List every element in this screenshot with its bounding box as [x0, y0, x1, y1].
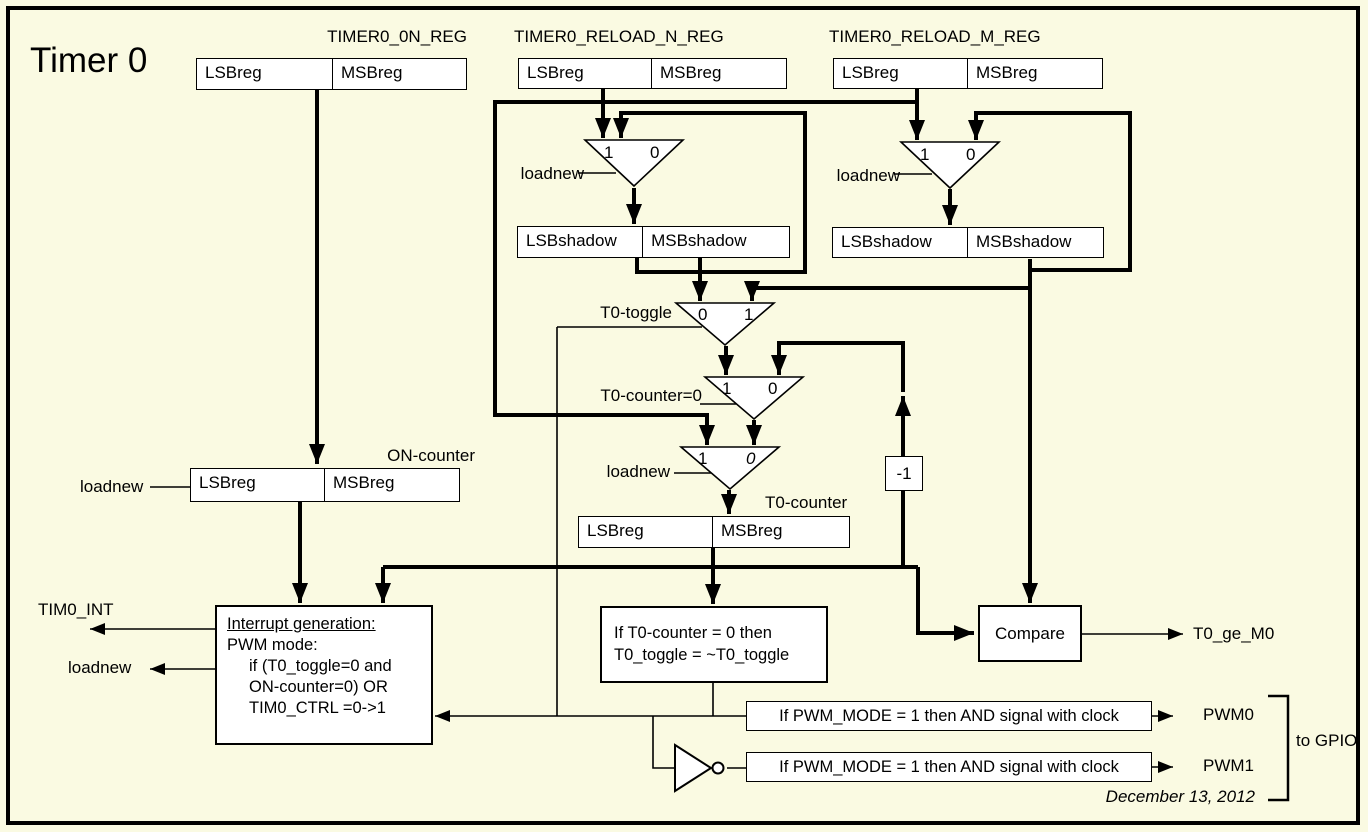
diagram-border: [6, 6, 1360, 825]
on-counter-msb: MSBreg: [333, 473, 395, 492]
shadow-m-lsb: LSBshadow: [833, 228, 968, 257]
mux-zero-in0: 0: [768, 379, 778, 398]
mux-m-select-label: loadnew: [836, 166, 900, 185]
to-gpio-label: to GPIO: [1296, 731, 1358, 750]
pwm1-gate-block: If PWM_MODE = 1 then AND signal with clock: [746, 752, 1152, 782]
shadow-m-reg: [832, 227, 1104, 258]
interrupt-title: Interrupt generation:: [227, 615, 376, 633]
t0-counter-reg: [578, 516, 850, 548]
interrupt-mode-line: PWM mode:: [227, 636, 318, 654]
pwm1-label: PWM1: [1203, 756, 1254, 775]
mux-n-select-label: loadnew: [520, 164, 584, 183]
mux-toggle-in1: 1: [744, 305, 754, 324]
t0-counter-label: T0-counter: [765, 493, 848, 512]
mux-toggle-in0: 0: [698, 305, 708, 324]
t0-counter-msb: MSBreg: [721, 521, 783, 540]
on-counter-label: ON-counter: [387, 446, 475, 465]
on-counter-loadnew-label: loadnew: [80, 477, 144, 496]
on-reg-lsb: LSBreg: [197, 59, 333, 89]
reload-n-lsb: LSBreg: [519, 59, 652, 88]
on-counter-lsb: LSBreg: [191, 469, 325, 501]
on-reg-label: TIMER0_0N_REG: [327, 27, 467, 46]
toggle-logic-block: [600, 606, 828, 683]
interrupt-cond2: ON-counter=0) OR: [249, 678, 388, 696]
toggle-logic-line1: If T0-counter = 0 then: [614, 624, 772, 642]
shadow-n-lsb: LSBshadow: [518, 227, 643, 257]
compare-block: Compare: [978, 605, 1082, 662]
tim0-int-label: TIM0_INT: [38, 600, 114, 619]
t0-counter-lsb: LSBreg: [579, 517, 713, 547]
interrupt-cond3: TIM0_CTRL =0->1: [249, 699, 386, 717]
interrupt-cond1: if (T0_toggle=0 and: [249, 657, 392, 675]
reload-n-reg: [518, 58, 787, 89]
date-label: December 13, 2012: [1105, 787, 1255, 806]
pwm0-gate-block: If PWM_MODE = 1 then AND signal with clock: [746, 701, 1152, 731]
mux-m-in0: 0: [966, 145, 976, 164]
shadow-n-msb: MSBshadow: [651, 231, 747, 250]
toggle-logic-line2: T0_toggle = ~T0_toggle: [614, 646, 790, 664]
reload-m-lsb: LSBreg: [834, 59, 968, 88]
mux-zero-select-label: T0-counter=0: [600, 386, 702, 405]
reload-m-reg-label: TIMER0_RELOAD_M_REG: [829, 27, 1041, 46]
page-title: Timer 0: [30, 41, 148, 80]
mux-zero-in1: 1: [722, 379, 732, 398]
reload-m-reg: [833, 58, 1103, 89]
mux-n-in0: 0: [650, 143, 660, 162]
mux-load-in1: 1: [698, 449, 708, 468]
reload-n-msb: MSBreg: [660, 63, 722, 82]
mux-n-in1: 1: [604, 143, 614, 162]
t0-ge-m0-label: T0_ge_M0: [1193, 624, 1275, 643]
decrement-block: -1: [885, 456, 923, 491]
reload-m-msb: MSBreg: [976, 63, 1038, 82]
mux-load-select-label: loadnew: [606, 462, 670, 481]
reload-n-reg-label: TIMER0_RELOAD_N_REG: [514, 27, 724, 46]
mux-toggle-select-label: T0-toggle: [600, 303, 672, 322]
on-reg: [196, 58, 467, 90]
on-reg-msb: MSBreg: [340, 63, 403, 82]
interrupt-generation-block: [215, 605, 433, 745]
mux-m-in1: 1: [920, 145, 930, 164]
shadow-m-msb: MSBshadow: [976, 232, 1072, 251]
mux-load-in0: 0: [746, 449, 756, 468]
on-counter-reg: [190, 468, 460, 502]
pwm0-label: PWM0: [1203, 705, 1254, 724]
loadnew-output-label: loadnew: [68, 658, 132, 677]
shadow-n-reg: [517, 226, 790, 258]
